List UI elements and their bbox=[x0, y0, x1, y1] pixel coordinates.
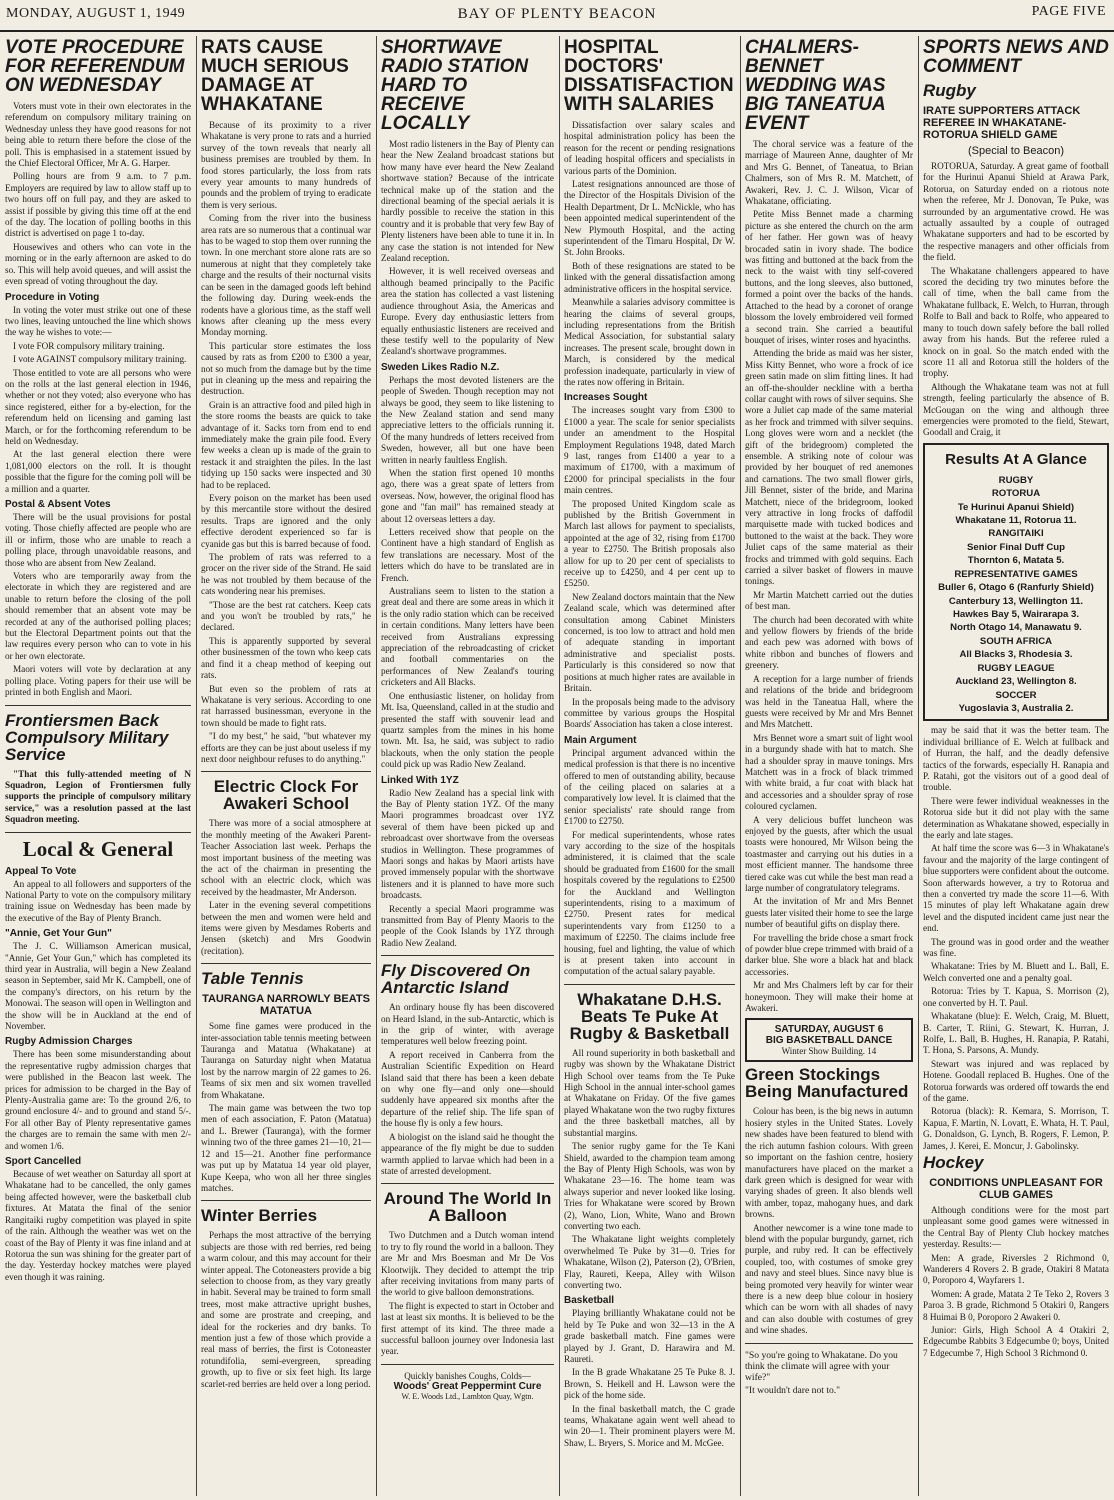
masthead bbox=[0, 0, 1114, 32]
column-rule bbox=[196, 36, 197, 1496]
article-paragraph: In the proposals being made to the advisory committee by various groups the Hospital Boards' Association has taken a close interest. bbox=[564, 696, 735, 730]
article-headline: CONDITIONS UNPLEASANT FOR CLUB GAMES bbox=[929, 1176, 1103, 1201]
result-row: North Otago 14, Manawatu 9. bbox=[950, 622, 1082, 634]
divider bbox=[5, 832, 191, 833]
divider bbox=[201, 1200, 371, 1201]
article-paragraph: But even so the problem of rats at Whakatane is very serious. According to one rat harrassed businessman, everyone in the town should be made to fight rats. bbox=[201, 683, 371, 728]
article-paragraph: Dissatisfaction over salary scales and hospital administration policy has been the reason for the recent or pending resignations of leading hospital officers and specialists in various parts of the Dominion. bbox=[564, 120, 735, 176]
advert-title: BIG BASKETBALL DANCE bbox=[765, 1035, 893, 1047]
article-paragraph: Another newcomer is a wine tone made to blend with the popular burgundy, garnet, rich purple, and ruby red. It can be effectively coupled, too, with costumes of smoke grey and navy and steel blues. Since navy blue is being promoted very heavily for winter wear there is a new deep blue colour in hosiery which can be worn with all shades of navy and can also double with costumes of grey and wine shades. bbox=[745, 1222, 913, 1336]
article-paragraph: Attending the bride as maid was her sister, Miss Kitty Bennet, who wore a frock of ice green satin made on slim fitting lines. It had an off-the-shoulder neckline with a bertha collar caught with rows of silver sequins. She wore a Juliet cap made of the same material as her frock and trimmed with silver sequins. Long gloves were worn and a necklet (the gift of the bridegroom) completed the ensemble. A striking note of colour was provided by her bouquet of red anemones and carnations. The two small flower girls, Jill Bennet, sister of the bride, and Marina Matchett, niece of the bridegroom, looked very attractive in long frocks of daffodil marquisette made with tucked bodices and buttoned to the waist at the back. They wore Juliet caps of the same material as their frocks and trimmed with gold sequins. Each carried a silver basket of flowers in mauve tonings. bbox=[745, 348, 913, 587]
results-title: Results At A Glance bbox=[945, 450, 1087, 468]
article-headline: Whakatane D.H.S. Beats Te Puke At Rugby & Basketball bbox=[569, 989, 730, 1043]
results-box bbox=[923, 443, 1109, 722]
article-paragraph: There has been some misunderstanding about the representative rugby admission charges that were published in the Beacon last week. The prices for admission to be charged in the Bay of Plenty-Australia game are: To the ground 2/6, to ground enclosure 4/- and to ground and stand 5/-. For all other Bay of Plenty representative games the charges are to remain the same with men 2/- and women 1/6. bbox=[5, 1049, 191, 1151]
result-row: Thornton 6, Matata 5. bbox=[967, 555, 1065, 567]
column-4 bbox=[561, 36, 738, 1494]
article-paragraph: Junior: Girls, High School A 4 Otakiri 2, Edgecumbe Rabbits 3 Edgecumbe 0; boys, United 7 Edgecumbe 7, High School 3 Richmond 0. bbox=[923, 1325, 1109, 1358]
article-paragraph: The ground was in good order and the weather was fine. bbox=[923, 936, 1109, 959]
article-paragraph: A report received in Canberra from the Australian Scientific Expedition on Heard Island said that there has been a keen debate on why one fly—and only one—should suddenly have appeared six months after the departure of the relief ship. The life span of the house fly is only a few hours. bbox=[381, 1049, 554, 1129]
result-row: ROTORUA bbox=[991, 488, 1041, 500]
issue-date: MONDAY, AUGUST 1, 1949 bbox=[6, 6, 186, 21]
result-row: Senior Final Duff Cup bbox=[966, 541, 1066, 553]
article-paragraph: Recently a special Maori programme was transmitted from Bay of Plenty Maoris to the people of the Cook Islands by 1YZ through Radio New Zealand. bbox=[381, 903, 554, 948]
article-paragraph: Women: A grade, Matata 2 Te Teko 2, Rovers 3 Paroa 3. B grade, Richmond 5 Otakiri 0, Rangers 8 Huimai B 0, Poroporo 2 Awakeri 0. bbox=[923, 1288, 1109, 1322]
article-paragraph: Rotorua (black): R. Kemara, S. Morrison, T. Kapua, F. Martin, N. Lovatt, E. Whata, H. T. Paul, G. Donaldson, G. Lynch, B. Rogers, F. Lemon, P. James, J. Kerei, E. Moncur, J. Gabolinsky. bbox=[923, 1106, 1109, 1151]
result-row: SOCCER bbox=[995, 689, 1037, 701]
result-row: RUGBY LEAGUE bbox=[977, 662, 1055, 674]
result-row: REPRESENTATIVE GAMES bbox=[954, 568, 1078, 580]
subheading: Procedure in Voting bbox=[5, 291, 100, 303]
article-paragraph: "I do my best," he said, "but whatever my efforts are they can be just about useless if my next door neighbour refuses to do anything." bbox=[201, 731, 372, 764]
cartoon-caption: "It wouldn't dare not to." bbox=[745, 1384, 841, 1396]
byline: (Special to Beacon) bbox=[968, 145, 1064, 157]
divider bbox=[745, 1343, 913, 1344]
subheading: Postal & Absent Votes bbox=[5, 499, 111, 510]
advert-date: SATURDAY, AUGUST 6 bbox=[774, 1024, 884, 1036]
article-headline: HOSPITAL DOCTORS' DISSATISFACTION WITH SALARIES bbox=[564, 37, 734, 115]
subheading: Sport Cancelled bbox=[5, 1156, 82, 1168]
section-headline: SPORTS NEWS AND COMMENT bbox=[923, 37, 1109, 77]
column-rule bbox=[376, 36, 377, 1496]
column-1 bbox=[2, 36, 194, 1494]
article-paragraph: A biologist on the island said he thought the appearance of the fly might be due to sudden warmth applied to larvae which had been in a state of arrested development. bbox=[381, 1131, 554, 1176]
article-paragraph: Most radio listeners in the Bay of Plenty can hear the New Zealand broadcast stations but how many have ever heard the New Zealand shortwave station? Because of the intricate technical make up of the station and the directional beaming of the special aerials it is hardly possible to receive the station in this country and it is probable that very few Bay of Plenty listeners have been able to tune it in. In any case the station is not intended for New Zealand reception. bbox=[381, 139, 554, 264]
article-headline: SHORTWAVE RADIO STATION HARD TO RECEIVE LOCALLY bbox=[381, 37, 529, 134]
article-paragraph: The flight is expected to start in October and last at least six months. It is believed to be the first attempt of its kind. The three made a successful balloon journey over Indonesia last year. bbox=[381, 1300, 554, 1357]
result-row: Canterbury 13, Wellington 11. bbox=[948, 595, 1084, 607]
article-paragraph: The J. C. Williamson American musical, "Annie, Get Your Gun," which has completed its third year in Australia, will begin a New Zealand season in September, said Mr K. Campbell, one of the company's directors, on his return by the Monowai. The season will open in Wellington and the show will be in Auckland at the end of November. bbox=[5, 941, 191, 1031]
article-headline: Fly Discovered On Antarctic Island bbox=[381, 961, 531, 998]
article-paragraph: This particular store estimates the loss caused by rats as from £200 to £300 a year, not so much from the damage but by the time put in cleaning up the mess and repairing the destruction. bbox=[201, 340, 371, 397]
article-paragraph: I vote AGAINST compulsory military training. bbox=[13, 354, 187, 365]
column-rule bbox=[740, 36, 741, 1496]
dance-advert bbox=[745, 1018, 913, 1062]
article-paragraph: Mrs Bennet wore a smart suit of light wool in a burgundy shade with hat to match. She had a shoulder spray in mauve tonings. Mrs Matchett was in a frock of black trimmed with white braid, a fur coat with black hat and accessories and a shoulder spray of rose coloured cyclamen. bbox=[745, 732, 913, 812]
article-paragraph: An ordinary house fly has been discovered on Heard Island, in the sub-Antarctic, which is in the grip of winter, with average temperatures well below freezing point. bbox=[381, 1002, 554, 1047]
advert-title: Woods' Great Peppermint Cure bbox=[393, 1380, 542, 1392]
result-row: Te Hurinui Apanui Shield) bbox=[957, 501, 1075, 513]
article-paragraph: Two Dutchmen and a Dutch woman intend to try to fly round the world in a balloon. They are Mr and Mrs Boesman and Mr De Vos Klootwijk. They decided to attempt the trip after receiving invitations from many parts of the world to give balloon demonstrations. bbox=[381, 1230, 554, 1298]
article-paragraph: This is apparently supported by several other businessmen of the town who keep cats and find it a cheap method of keeping out rats. bbox=[201, 635, 371, 681]
advert-line: Quickly banishes Coughs, Colds— bbox=[404, 1370, 531, 1381]
results-list bbox=[929, 474, 1103, 716]
column-5 bbox=[742, 36, 916, 1494]
article-paragraph: Latest resignations announced are those of the Director of the Hospitals Division of the Health Department, Dr L. McNickle, who has been appointed medical superintendent of the New Plymouth Hospital, and the acting superintendent of the Timaru Hospital, Dr W. St. John Brooks. bbox=[564, 179, 735, 258]
divider bbox=[381, 1364, 554, 1365]
divider bbox=[381, 955, 554, 956]
article-paragraph: At the last general election there were 1,081,000 electors on the roll. It is thought possible that the figure for the coming poll will be a million and a quarter. bbox=[5, 449, 191, 494]
advert-venue: Winter Show Building. 14 bbox=[781, 1046, 877, 1057]
article-paragraph: Although conditions were for the most part unpleasant some good games were witnessed in the Central Bay of Plenty Club hockey matches yesterday. Results:— bbox=[923, 1204, 1109, 1250]
article-subheadline: TAURANGA NARROWLY BEATS MATATUA bbox=[202, 993, 370, 1018]
article-headline: Green Stockings Being Manufactured bbox=[745, 1065, 909, 1102]
article-paragraph: Housewives and others who can vote in the morning or in the early afternoon are asked to do so. This will help avoid queues, and will assist the even spread of voting throughout the day. bbox=[5, 241, 191, 287]
cartoon-caption: "So you're going to Whakatane. Do you think the climate will agree with your wife?" bbox=[745, 1349, 898, 1383]
article-paragraph: Although the Whakatane team was not at full strength, feeling particularly the absence of B. McGougan on the wing and although three emergencies were promoted to the field, Stewart, Goodall and Craig, it bbox=[923, 381, 1109, 438]
article-paragraph: Perhaps the most devoted listeners are the people of Sweden. Though reception may not always be good, they seem to like listening to the New Zealand station and send many appreciative letters to the officials running it. Of the many hundreds of letters received from Sweden, however, all but one have been written in nearly faultless English. bbox=[381, 374, 554, 465]
article-paragraph: may be said that it was the better team. The individual brilliance of E. Welch at fullback and of Hurran, the half, and the deadly defensive tactics of the forwards, especially H. Ranapia and P. Ratahi, got the visitors out of a good deal of trouble. bbox=[923, 725, 1109, 793]
article-paragraph: Radio New Zealand has a special link with the Bay of Plenty station 1YZ. Of the many Maori programmes broadcast over 1YZ several of them have been picked up and rebroadcast over shortwave from the overseas studios in Wellington. These programmes of Maori songs and hakas by Maori artists have proved immensely popular with the shortwave listeners and it is planned to have more such broadcasts. bbox=[381, 787, 554, 901]
article-headline: VOTE PROCEDURE FOR REFERENDUM ON WEDNESDAY bbox=[5, 37, 185, 96]
divider bbox=[5, 705, 191, 706]
article-paragraph: In the B grade Whakatane 25 Te Puke 8. J. Brown, S. Heikell and H. Lawson were the pick of the home side. bbox=[564, 1367, 735, 1401]
column-3 bbox=[378, 36, 557, 1494]
column-6 bbox=[920, 36, 1112, 1494]
subheading: Rugby Admission Charges bbox=[5, 1036, 133, 1048]
article-paragraph: Because of its proximity to a river Whakatane is very prone to rats and a hurried survey of the town reveals that nearly all business premises are troubled by them. In food stores particularly, the loss from rats every year amounts to many hundreds of pounds and the problem of trying to eradicate them is very serious. bbox=[201, 120, 371, 210]
article-paragraph: Colour has been, is the big news in autumn hosiery styles in the United States. Lovely new shades have been featured to blend with the rich autumn fashion colours. With green so important on the fashion centre, hosiery manufacturers have placed on the market a dark green which is designed for wear with varying shades of green. It also blends well with amber, topaz, mahogany hues, and dark browns. bbox=[745, 1106, 913, 1220]
divider bbox=[201, 771, 371, 772]
column-2 bbox=[198, 36, 374, 1494]
article-paragraph: There will be the usual provisions for postal voting. Those chiefly affected are people who are ill or infirm, those who are unable to reach a polling place, through unavoidable reasons, and those who are absent from New Zealand. bbox=[5, 512, 191, 568]
article-headline: CHALMERS-BENNET WEDDING WAS BIG TANEATUA EVENT bbox=[745, 37, 886, 134]
article-paragraph: Mr and Mrs Chalmers left by car for their honeymoon. They will make their home at Awakeri. bbox=[745, 980, 913, 1014]
result-row: SOUTH AFRICA bbox=[979, 635, 1053, 647]
column-rule bbox=[918, 36, 919, 1496]
divider bbox=[381, 1183, 554, 1184]
article-paragraph: Every poison on the market has been used by this mercantile store without the desired results. Traps are ignored and the only effective derodent experienced so far is cyanide gas but this is barred because of food. bbox=[201, 493, 371, 549]
article-paragraph: Voters who are temporarily away from the electorate in which they are registered and are unable to return before the closing of the poll should remember that an absent vote may be recorded at any of the authorised polling places; but the Electoral Department points out that the law requires every person who can to vote in his or her own electorate. bbox=[5, 571, 191, 661]
result-row: Auckland 23, Wellington 8. bbox=[955, 676, 1077, 688]
article-paragraph: Australians seem to listen to the station a great deal and there are some areas in which it is the only radio station which can be received in certain conditions. Many letters have been received from Australians expressing appreciation of the rebroadcasting of cricket and football commentaries on the performances of New Zealand's touring cricketers and All Blacks. bbox=[381, 586, 554, 688]
article-paragraph: For medical superintendents, whose rates vary according to the size of the hospitals administered, it is claimed that the scale should be graduated from £1600 for the small hospitals covered by the regulations to £2500 for the Auckland and Wellington superintendents, rising to a maximum of £2750. Present rates for medical superintendents vary from £1250 to a maximum of £2250. The claims include free housing, fuel and lighting, the value of which is at present taken into account in computation of the actual salary payable. bbox=[564, 829, 735, 977]
article-paragraph: Meanwhile a salaries advisory committee is hearing the claims of several groups, including representations from the British Medical Association, for substantial salary increases. The present scale, brought down in March, is considered by the medical profession inadequate, particularly in view of the rates now offering in Britain. bbox=[564, 297, 735, 387]
article-paragraph: The increases sought vary from £300 to £1000 a year. The scale for senior specialists under an amendment to the Hospital Employment Regulations 1948, dated March 9 last, ranges from £1400 a year to a maximum of £1700, with a maximum of £2000 for principal specialists in the four main centres. bbox=[564, 405, 735, 496]
article-paragraph: Letters received show that people on the Continent have a high standard of English as few translations are necessary. Most of the letters which do have to be translated are in French. bbox=[381, 527, 554, 583]
article-paragraph: At the invitation of Mr and Mrs Bennet guests later visited their home to see the large number of beautiful gifts on display there. bbox=[745, 896, 913, 930]
article-headline: IRATE SUPPORTERS ATTACK REFEREE IN WHAKATANE-ROTORUA SHIELD GAME bbox=[923, 105, 1081, 141]
article-paragraph: The Whakatane challengers appeared to have scored the deciding try two minutes before the call of time, when the ball came from the Whakatane fullback, E. Welch, to Hurran, through Rolfe to Ball and back to Rolfe, who appeared to many to touch down safely before the ball rolled away from his hands. But the referee ruled a knock on in goal. So the match ended with the score 11 all and Rotorua still the holders of the trophy. bbox=[923, 265, 1109, 379]
article-headline: Around The World In A Balloon bbox=[383, 1189, 552, 1226]
article-paragraph: The main game was between the two top men of each association, F. Paton (Matatua) and L. Brewer (Tauranga), with the former winning two of the three games 21—10, 21—12 and 15—21. Another fine performance was put up by Matatua 14 year old player, Kupe Keepa, who won all her three singles matches. bbox=[201, 1103, 371, 1193]
article-paragraph: When the station first opened 10 months ago, there was a great spate of letters from overseas. Now, however, the original flood has gone and "fan mail" has remained steady at about 12 overseas letters a day. bbox=[381, 467, 554, 524]
subheading: Appeal To Vote bbox=[5, 865, 77, 877]
article-paragraph: Polling hours are from 9 a.m. to 7 p.m. Employers are required by law to allow staff up to two hours off on full pay, and they are asked to assist if possible by giving this time off at the end of the day. The location of polling booths in this district is advertised on page 1 to-day. bbox=[5, 171, 191, 239]
article-paragraph: New Zealand doctors maintain that the New Zealand scale, which was determined after consultation among Cabinet Ministers concerned, is too low to attract and hold men of adequate standing in important administrative and specialist posts. Particularly is this considered so now that positions at much higher rates are available in Britain. bbox=[564, 591, 735, 694]
article-paragraph: A reception for a large number of friends and relations of the bride and bridegroom was held in the Taneatua Hall, where the guests were received by Mr and Mrs Bennet and Mrs Matchett. bbox=[745, 673, 913, 730]
article-paragraph: Playing brilliantly Whakatane could not be held by Te Puke and won 32—13 in the A grade basketball match. Fine games were played by J. Grant, D. Harawira and M. Raureti. bbox=[564, 1308, 735, 1364]
advert-line: W. E. Woods Ltd., Lambton Quay, Wgtn. bbox=[401, 1391, 534, 1401]
article-paragraph: Because of wet weather on Saturday all sport at Whakatane had to be cancelled, the only games being affected however, were the basketball club fixtures. At Matata the final of the senior Rangitaiki rugby competition was played in spite of the rain. Although the weather was wet on the coast of the Bay of Plenty it was fine inland and at Rotorua the sun was shining for the greater part of the day. Yesterday hockey matches were played even though it was raining. bbox=[5, 1169, 191, 1282]
article-paragraph: The problem of rats was referred to a grocer on the river side of the Strand. He said he was not troubled by them because of the cats wondering near his premises. bbox=[201, 552, 371, 597]
column-rule bbox=[559, 36, 560, 1496]
article-paragraph: I vote FOR compulsory military training. bbox=[13, 340, 165, 351]
subheading: Sweden Likes Radio N.Z. bbox=[381, 361, 500, 373]
section-heading: Table Tennis bbox=[201, 969, 304, 989]
article-paragraph: ROTORUA, Saturday. A great game of football for the Hurinui Apanui Shield at Arawa Park, Rotorua, on Saturday ended on a riotous note when the referee, Mr J. Donovan, Te Puke, was surrounded by an argumentative crowd. He was actually assaulted by a couple of outraged Whakatane supporters and had to be escorted by the respective managers and other officials from the field. bbox=[923, 161, 1109, 263]
article-paragraph: For travelling the bride chose a smart frock of powder blue crepe trimmed with braid of a darker blue. She wore a black hat and black accessories. bbox=[745, 932, 913, 977]
article-paragraph: The senior rugby game for the Te Kani Shield, awarded to the champion team among the Bay of Plenty High Schools, was won by Whakatane 23—16. The home team was always superior and never looked like losing. Tries for Whakatane were scored by Brown (2), Wano, Lion, White, Wano and Brown converting two each. bbox=[564, 1141, 735, 1231]
article-paragraph: Whakatane: Tries by M. Bluett and L. Ball, E. Welch converted one and a penalty goal. bbox=[923, 961, 1109, 983]
article-paragraph: At half time the score was 6—3 in Whakatane's favour and the majority of the large contingent of blue supporters were confident about the outcome. Soon afterwards however, a try to Rotorua and then a converted try made the score 11—6. With 15 minutes of play left Whakatane again drew level and the disputed incident came just near the end. bbox=[923, 843, 1109, 934]
article-headline: Frontiersmen Back Compulsory Military Service bbox=[5, 710, 169, 764]
divider bbox=[201, 963, 371, 964]
section-label: Hockey bbox=[923, 1152, 984, 1172]
article-paragraph: Principal argument advanced within the medical profession is that there is no incentive offered to men of outstanding ability, because of the ceiling placed on salaries at a comparatively low level. It is claimed that the senior specialists' rate should range from £1700 to £2750. bbox=[564, 747, 735, 827]
article-paragraph: "Those are the best rat catchers. Keep cats and you won't be troubled by rats," he declared. bbox=[201, 599, 371, 633]
subheading: Main Argument bbox=[564, 734, 637, 746]
article-paragraph: Voters must vote in their own electorates in the referendum on compulsory military training on Wednesday unless they have good reasons for not being able to return there before the close of the poll. This is emphasised in a statement issued by the Chief Electoral Officer, Mr A. G. Harper. bbox=[5, 101, 191, 169]
article-paragraph: The church had been decorated with white and yellow flowers by friends of the bride and each pew was adorned with bows of white ribbon and bunches of flowers and greenery. bbox=[745, 614, 913, 671]
article-paragraph: In voting the voter must strike out one of these two lines, leaving untouched the line which shows the way he wishes to vote:— bbox=[5, 304, 191, 338]
article-paragraph: Both of these resignations are stated to be linked with the general dissatisfaction among administrative officers in the hospital service. bbox=[564, 260, 735, 294]
article-paragraph: "That this fully-attended meeting of N Squadron, Legion of Frontiersmen fully supports the principle of compulsory military service," was a resolution passed at the last Squadron meeting. bbox=[5, 768, 191, 825]
article-paragraph: Rotorua: Tries by T. Kapua, S. Morrison (2), one converted by H. T. Paul. bbox=[923, 986, 1109, 1008]
article-paragraph: All round superiority in both basketball and rugby was shown by the Whakatane District High School over teams from the Te Puke High School in the annual inter-school games at Whakatane on Friday. Of the five games played Whakatane won the two rugby fixtures and the three basketball matches, all by substantial margins. bbox=[564, 1047, 735, 1138]
article-paragraph: There was more of a social atmosphere at the monthly meeting of the Awakeri Parent-Teacher Association last week. Perhaps the most important business of the meeting was the act of the chairman in presenting the school with an electric clock, which was received by the headmaster, Mr Anderson. bbox=[201, 818, 371, 897]
article-paragraph: Mr Martin Matchett carried out the duties of best man. bbox=[745, 589, 913, 612]
article-headline: Winter Berries bbox=[201, 1206, 318, 1226]
paper-title: BAY OF PLENTY BEACON bbox=[457, 6, 657, 22]
article-paragraph: Perhaps the most attractive of the berrying subjects are those with red berries, red being a warm colour, and this may account for their winter appeal. The Cotoneasters provide a big selection to choose from, as they vary greatly in habit. Several may be trained to form small trees, most make attractive upright bushes, and some are prostrate and creeping, and ideal for the rockeries and dry banks. To mention just a few of those which provide a real mass of berries, the first is Cotoneaster rotundifolia, semi-evergreen, spreading growth, up to five or six feet high. Its large scarlet-red berries are held over a long period. bbox=[201, 1230, 371, 1389]
article-paragraph: Whakatane (blue): E. Welch, Craig, M. Bluett, B. Carter, T. Riini, G. Stewart, K. Hurran, J. Rolfe, L. Ball, B. Hughes, H. Ranapia, P. Ratahi, T. Hona, S. Parsons, A. Mundy. bbox=[923, 1011, 1109, 1056]
result-row: RUGBY bbox=[998, 474, 1034, 486]
section-label: Rugby bbox=[923, 81, 976, 100]
article-paragraph: In the final basketball match, the C grade teams, Whakatane again went well ahead to win 20—1. Their prominent players were M. Shaw, L. Bryers, S. Morice and M. McGee. bbox=[564, 1403, 735, 1448]
page-number: PAGE FIVE bbox=[1031, 4, 1106, 19]
result-row: Whakatane 11, Rotorua 11. bbox=[955, 515, 1077, 527]
article-paragraph: Coming from the river into the business area rats are so numerous that a continual war has to be waged to stop them over running the town. In one merchant store alone rats are so numerous at night that they completely take charge and the results of their nocturnal visits can be seen in the damaged goods left behind the following day. During week-ends the rodents have a glorious time, as the staff well knows after cleaning up the mess every Monday morning. bbox=[201, 213, 371, 338]
article-paragraph: The Whakatane light weights completely overwhelmed Te Puke by 31—0. Tries for Whakatane, Wilson (2), Paterson (2), O'Brien, Flay, Raureti, Keepa, Alley with Wilson converting two. bbox=[564, 1234, 735, 1290]
article-paragraph: A very delicious buffet luncheon was enjoyed by the guests, after which the usual toasts were honoured, Mr Wilson being the toastmaster and carrying out his duties in a most efficient manner. The handsome three tiered cake was cut while the best man read a large number of congratulatory telegrams. bbox=[745, 814, 913, 893]
article-paragraph: Maori voters will vote by declaration at any polling place. Voting papers for their use will be printed in both English and Maori. bbox=[5, 664, 191, 698]
article-paragraph: However, it is well received overseas and although beamed principally to the Pacific area the station has collected a vast listening audience throughout Asia, the Americas and Europe. Every day enthusiastic letters from equally enthusiastic listeners are received and these testify well to the popularity of New Zealand's shortwave programmes. bbox=[381, 266, 554, 357]
subheading: Increases Sought bbox=[564, 392, 648, 404]
subheading: Basketball bbox=[564, 1295, 615, 1307]
result-row: RANGITAIKI bbox=[988, 528, 1044, 540]
subheading: Linked With 1YZ bbox=[381, 774, 459, 786]
article-paragraph: The proposed United Kingdom scale as published by the British Government in March last allows for payment to specialists, appointed at the age of 32, rising from £1700 a year to £2750. The British proposals also allow for up to 20 per cent of specialists to receive up to £4250, and 4 per cent up to £5250. bbox=[564, 498, 735, 589]
result-row: All Blacks 3, Rhodesia 3. bbox=[959, 649, 1073, 661]
article-paragraph: The choral service was a feature of the marriage of Maureen Anne, daughter of Mr and Mrs G. Bennet, of Taneatua, to Brian Chalmers, son of Mrs R. M. Matchett, of Awakeri, Rev. J. C. J. Wilson, Vicar of Whakatane, officiating. bbox=[745, 139, 913, 207]
result-row: Hawkes Bay 5, Wairarapa 3. bbox=[952, 608, 1080, 620]
article-paragraph: Petite Miss Bennet made a charming picture as she entered the church on the arm of her father. Her gown was of heavy brocaded satin in ivory shade. The bodice was fitting and buttoned at the back from the neck to the waist with tiny self-covered buttons, and the long sleeves, also buttoned, formed a point over the backs of the hands. Attached to the head by a coronet of orange blossom the lovely embroidered veil formed a second train. She carried a beautiful bouquet of irises, winter roses and hyacinths. bbox=[745, 209, 913, 345]
article-paragraph: There were fewer individual weaknesses in the Rotorua side but it did not play with the same determination as Whakatane showed, especially in the early and late stages. bbox=[923, 795, 1109, 840]
result-row: Buller 6, Otago 6 (Ranfurly Shield) bbox=[938, 582, 1094, 594]
article-headline: RATS CAUSE MUCH SERIOUS DAMAGE AT WHAKATANE bbox=[201, 37, 349, 115]
article-paragraph: Stewart was injured and was replaced by Hotene. Goodall replaced B. Hughes. One of the Rotorua forwards was ordered off towards the end of the game. bbox=[923, 1058, 1109, 1103]
divider bbox=[564, 984, 735, 985]
article-headline: Electric Clock For Awakeri School bbox=[213, 777, 359, 814]
article-paragraph: Later in the evening several competitions between the men and women were held and items were given by Mesdames Roberts and Jensen (sketch) and Mrs Goodwin (recitation). bbox=[201, 900, 371, 956]
result-row: Yugoslavia 3, Australia 2. bbox=[958, 702, 1074, 714]
article-paragraph: One enthusiastic listener, on holiday from Mt. Isa, Queensland, called in at the studio and presented the staff with souvenir lead and quartz samples from the mines in his home town. Mt. Isa, he said, was subject to radio blackouts, when the only station the people could pick up was Radio New Zealand. bbox=[381, 690, 554, 770]
article-paragraph: Men: A grade, Riversles 2 Richmond 0, Wanderers 4 Rovers 2. B grade, Otakiri 8 Matata 0, Poroporo 4, Wayfarers 1. bbox=[923, 1252, 1109, 1286]
subheading: "Annie, Get Your Gun" bbox=[5, 928, 112, 940]
article-paragraph: Those entitled to vote are all persons who were on the rolls at the last general election in 1946, whether or not they voted; also everyone who has since registered, either for a by-election, for the referendum held on licensing and gaming last March, or for the forthcoming referendum to be held on Wednesday. bbox=[5, 367, 191, 446]
article-paragraph: An appeal to all followers and supporters of the National Party to vote on the compulsory military training issue on Wednesday has been made by the executive of the Bay of Plenty Branch. bbox=[5, 878, 191, 923]
article-paragraph: Grain is an attractive food and piled high in the store rooms the beasts are quick to take advantage of it. Sacks torn from end to end immediately make the grain pile food. Every few weeks a clean up is made of the grain to restack it and straighten the piles. In the last tidying up 150 sacks were inspected and 30 had to be replaced. bbox=[201, 399, 371, 490]
section-heading: Local & General bbox=[22, 836, 174, 861]
article-paragraph: Some fine games were produced in the inter-association table tennis meeting between Tauranga and Matatua (Whakatane) at Tauranga on Saturday night when Matatua lost by the narrow margin of 22 games to 26. Teams of six men and six women travelled from Whakatane. bbox=[201, 1021, 371, 1100]
